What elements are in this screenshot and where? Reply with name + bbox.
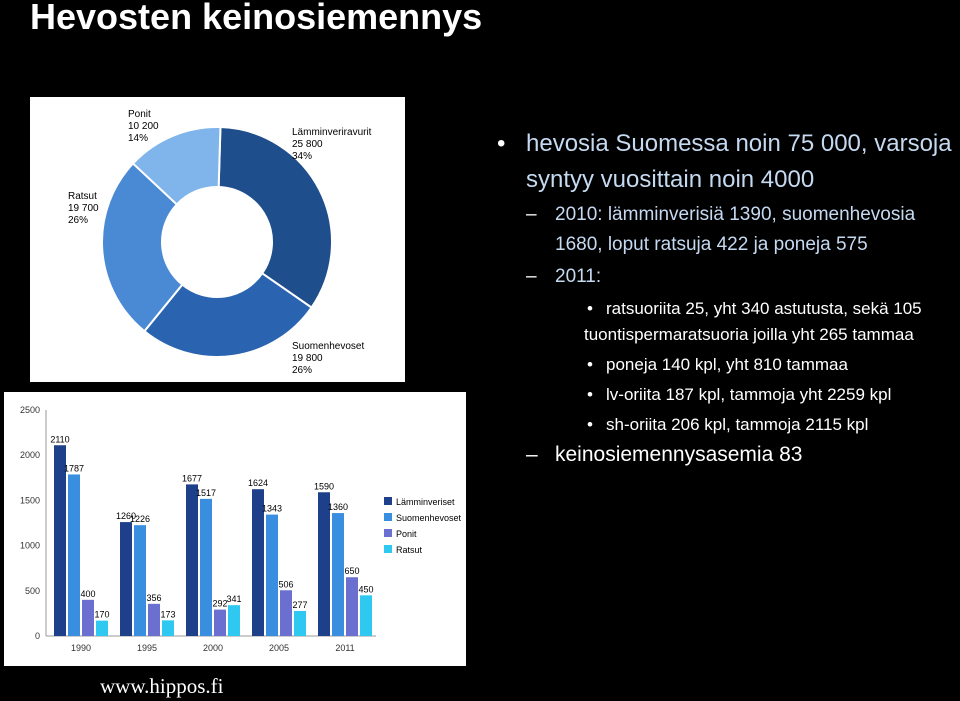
bullet-2011-item [500,382,960,408]
bar-chart-svg [4,392,466,666]
bar [120,522,132,636]
bar-value-label: 1260 [115,511,137,522]
bar [186,484,198,636]
bar [200,499,212,636]
bullet-2011-item-text: lv-oriita 187 kpl, tammoja yht 2259 kpl [606,385,892,404]
bar-value-label: 1360 [327,502,349,513]
bullet-2011: – 2011: [500,262,960,292]
x-tick-label: 2000 [202,643,224,653]
legend-label: Lämminveriset [396,497,455,507]
bar [332,513,344,636]
legend-label: Ponit [396,529,417,539]
bullet-2010: – 2010: lämminverisiä 1390, suomenhevosia 1680, loput ratsuja 422 ja poneja 575 [500,200,960,260]
legend-swatch [384,513,392,521]
bar [134,525,146,636]
bar [360,595,372,636]
bullet-2011-item-text: poneja 140 kpl, yht 810 tammaa [606,355,848,374]
bar [54,445,66,636]
bar-value-label: 506 [278,579,294,590]
bullet-2011-item [500,296,960,348]
bullet-2011-item-text: sh-oriita 206 kpl, tammoja 2115 kpl [606,415,869,434]
bar-value-label: 1590 [313,481,335,492]
x-tick-label: 2005 [268,643,290,653]
legend-swatch [384,529,392,537]
y-tick-label: 2500 [19,405,40,415]
bar-value-label: 650 [344,566,360,577]
donut-label: Ponit [128,109,151,120]
donut-slice [219,127,332,307]
donut-label: Lämminveriravurit [292,127,372,138]
bar [162,620,174,636]
bar-value-label: 1343 [261,503,283,514]
bar [266,515,278,636]
bar-value-label: 277 [292,599,308,610]
donut-label: 10 200 [128,121,159,132]
donut-label: 26% [292,365,313,376]
donut-label: Ratsut [68,191,97,202]
y-tick-label: 500 [24,585,40,596]
donut-label: 34% [292,151,313,162]
bar-value-label: 341 [226,594,242,605]
bar [68,474,80,636]
bullet-list [500,126,960,470]
bar-value-label: 1624 [247,478,269,489]
donut-label: 19 700 [68,203,99,214]
y-tick-label: 0 [34,631,40,641]
bar-value-label: 292 [212,598,228,609]
bullet-2011-item [500,352,960,378]
bar-value-label: 173 [160,609,176,620]
legend-swatch [384,497,392,505]
bar-value-label: 1226 [129,514,151,525]
bar [96,621,108,636]
donut-label: Suomenhevoset [292,341,365,352]
bar-value-label: 1517 [195,487,217,498]
bar-value-label: 170 [94,609,110,620]
donut-chart-svg [30,97,405,382]
donut-label: 25 800 [292,139,323,150]
legend-swatch [384,545,392,553]
y-tick-label: 1500 [19,495,40,506]
footer-url: www.hippos.fi [100,674,224,698]
x-tick-label: 1990 [70,643,92,653]
bar [318,492,330,636]
bar-value-label: 2110 [50,434,70,445]
bar [280,590,292,636]
slide-title: Hevosten keinosiemennys [30,0,483,37]
bar [294,611,306,636]
bar [228,605,240,636]
bar [82,600,94,636]
bar-value-label: 356 [146,592,162,603]
bullet-main: • hevosia Suomessa noin 75 000, varsoja syntyy vuosittain noin 4000 [500,126,960,198]
y-tick-label: 1000 [19,540,40,551]
bar-chart [4,392,466,666]
bar-value-label: 450 [358,584,374,595]
x-tick-label: 2011 [335,643,355,653]
bullet-last: – keinosiemennysasemia 83 [500,440,960,470]
donut-label: 19 800 [292,353,323,364]
bullet-2011-item-text: ratsuoriita 25, yht 340 astutusta, sekä 105 tuontispermaratsuoria joilla yht 265 tammaa [584,299,922,344]
bar [346,577,358,636]
donut-chart [30,97,405,382]
legend-label: Suomenhevoset [396,513,462,523]
donut-label: 26% [68,215,89,226]
bullet-2011-item [500,412,960,438]
donut-label: 14% [128,133,149,144]
x-tick-label: 1995 [136,643,158,653]
bar-value-label: 1787 [63,463,85,474]
y-tick-label: 2000 [19,450,40,461]
bar [148,604,160,636]
bar-value-label: 400 [80,588,96,599]
bar [214,610,226,636]
bar-value-label: 1677 [181,473,203,484]
legend-label: Ratsut [396,545,423,555]
